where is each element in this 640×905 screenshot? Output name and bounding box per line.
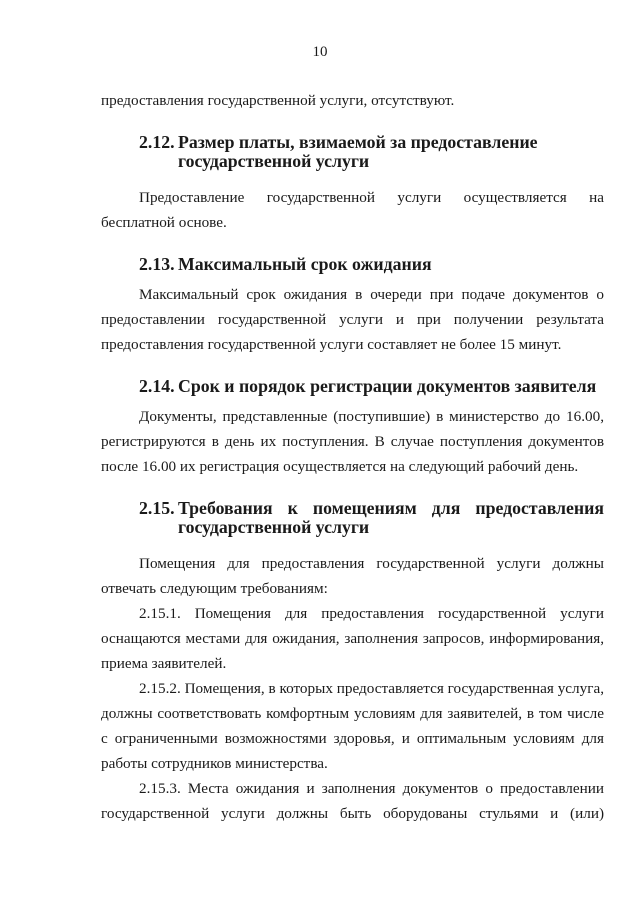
section-heading-2-12 <box>101 133 604 171</box>
section-title: Срок и порядок регистрации документов заявителя <box>178 376 597 396</box>
section-paragraph: Предоставление государственной услуги осуществляется на бесплатной основе. <box>101 189 604 231</box>
section-heading-2-13 <box>101 255 604 274</box>
section-paragraph: Помещения для предоставления государственной услуги должны отвечать следующим требованиям: <box>101 555 604 597</box>
section-title: Максимальный срок ожидания <box>178 254 432 274</box>
section-paragraph: 2.15.3. Места ожидания и заполнения документов о предоставлении государственной услуги должны быть оборудованы стульями и (или) <box>101 780 604 822</box>
section-paragraph: 2.15.2. Помещения, в которых предоставляется государственная услуга, должны соответствовать комфортным условиям для заявителей, в том числе с ограниченными возможностями здоровья, и оптимальным условиям для работы сотрудников министерства. <box>101 680 604 772</box>
section-number: 2.15. <box>139 498 175 518</box>
section-number: 2.13. <box>139 254 175 274</box>
section-number: 2.12. <box>139 132 175 152</box>
section-paragraph: 2.15.1. Помещения для предоставления государственной услуги оснащаются местами для ожидания, заполнения запросов, информирования, приема заявителей. <box>101 605 604 672</box>
section-heading-2-14 <box>101 377 604 396</box>
section-paragraph: Документы, представленные (поступившие) в министерство до 16.00, регистрируются в день их поступления. В случае поступления документов после 16.00 их регистрация осуществляется на следующий рабочий день. <box>101 408 604 475</box>
section-title: Размер платы, взимаемой за предоставление государственной услуги <box>178 132 538 171</box>
section-number: 2.14. <box>139 376 175 396</box>
opening-line: предоставления государственной услуги, отсутствуют. <box>101 92 455 109</box>
section-title: Требования к помещениям для предоставления государственной услуги <box>178 498 604 537</box>
document-body <box>101 88 604 826</box>
page-number: 10 <box>312 44 328 60</box>
section-paragraph: Максимальный срок ожидания в очереди при подаче документов о предоставлении государственной услуги и при получении результата предоставления государственной услуги составляет не более 15 минут. <box>101 286 604 353</box>
section-heading-2-15 <box>101 499 604 537</box>
